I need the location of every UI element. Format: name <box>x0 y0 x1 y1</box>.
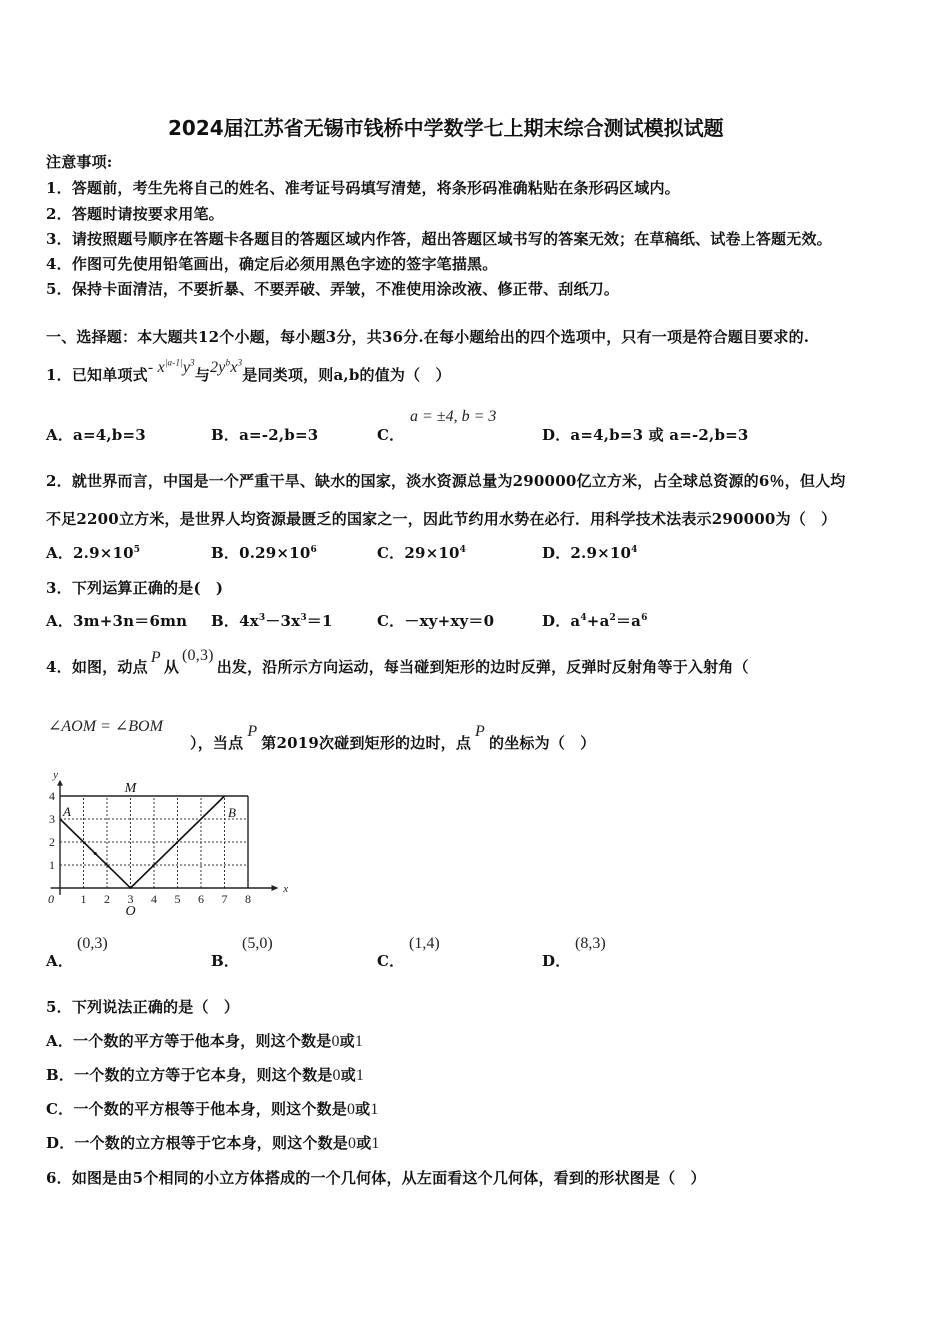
q4-option-c[interactable]: C． <box>377 952 405 970</box>
q4-option-b[interactable]: B． <box>211 952 240 970</box>
x-tick-label: 4 <box>151 892 157 906</box>
q6-stem: 6．如图是由5个相同的小立方体搭成的一个几何体，从左面看这个几何体，看到的形状图是（ ） <box>46 1169 706 1187</box>
x-tick-label: 6 <box>198 892 204 906</box>
q4-option-a-value: (0,3) <box>77 935 108 952</box>
q1-expr2: $2y^bx^3$ <box>210 357 243 376</box>
origin-label: 0 <box>48 892 54 906</box>
q4-option-d[interactable]: D． <box>542 952 571 970</box>
x-axis-label: x <box>283 883 289 895</box>
q2-option-c[interactable]: C．$29\times 10^4$ <box>377 544 467 562</box>
q3-stem: 3．下列运算正确的是( ) <box>46 579 224 597</box>
y-tick-label: 3 <box>49 812 55 826</box>
q4-option-c-value: (1,4) <box>409 935 440 952</box>
q3-option-a[interactable]: A．3m+3n＝6mn <box>46 612 188 630</box>
x-axis-arrow <box>272 885 279 891</box>
notice-item: 4．作图可先使用铅笔画出，确定后必须用黑色字迹的签字笔描黑。 <box>46 255 498 273</box>
q1-option-c-math: a = ±4, b = 3 <box>410 408 497 425</box>
q4-option-a[interactable]: A． <box>46 952 74 970</box>
q5-option-b[interactable]: B．一个数的立方等于它本身，则这个数是0或1 <box>46 1066 365 1084</box>
q1-mid: 与 <box>194 366 211 384</box>
q1-expr1: - $x^{|a-1|}y^3$ <box>147 357 195 376</box>
x-tick-label: 7 <box>221 892 228 906</box>
notice-item: 5．保持卡面清洁，不要折暴、不要弄破、弄皱，不准使用涂改液、修正带、刮纸刀。 <box>46 280 620 298</box>
q5-option-c[interactable]: C．一个数的平方根等于他本身，则这个数是0或1 <box>46 1100 379 1118</box>
q1-option-d[interactable]: D．a=4,b=3 或 a=-2,b=3 <box>542 426 749 444</box>
x-tick-label: 2 <box>104 892 110 906</box>
x-tick-label: 8 <box>245 892 251 906</box>
point-label-o: O <box>125 904 136 919</box>
q4-stem-line1: 4．如图，动点P从(0,3)出发，沿所示方向运动，每当碰到矩形的边时反弹，反弹时反射角等于入射角（ <box>46 647 749 676</box>
y-axis-arrow <box>57 780 63 786</box>
path-direction-marker <box>94 852 97 855</box>
q3-option-c[interactable]: C．－xy+xy＝0 <box>377 612 495 630</box>
y-tick-label: 4 <box>49 789 55 803</box>
q4-option-d-value: (8,3) <box>575 935 606 952</box>
q4-stem-line2: ），当点P第2019次碰到矩形的边时，点P的坐标为（ ） <box>190 723 596 752</box>
question-1 <box>46 357 451 385</box>
point-label-b: B <box>228 805 236 820</box>
notice-item: 2．答题时请按要求用笔。 <box>46 205 224 223</box>
y-tick-label: 1 <box>49 858 55 872</box>
q2-option-d[interactable]: D．$2.9\times 10^4$ <box>542 544 638 562</box>
q2-option-b[interactable]: B．$0.29\times 10^6$ <box>211 544 317 562</box>
q1-option-a[interactable]: A．a=4,b=3 <box>46 426 146 444</box>
notice-item: 1．答题前，考生先将自己的姓名、准考证号码填写清楚，将条形码准确粘贴在条形码区域内。 <box>46 179 680 197</box>
x-tick-label: 3 <box>127 892 134 906</box>
y-axis-label: y <box>53 768 58 781</box>
q2-line1: 2．就世界而言，中国是一个严重干旱、缺水的国家，淡水资源总量为290000亿立方米，占全球总资源的6％，但人均 <box>46 472 846 490</box>
q1-suffix: 是同类项，则a,b的值为（ ） <box>242 366 451 384</box>
section-heading: 一、选择题：本大题共12个小题，每小题3分，共36分.在每小题给出的四个选项中，只有一项是符合题目要求的. <box>46 328 810 346</box>
y-tick-label: 2 <box>49 835 55 849</box>
x-tick-label: 1 <box>80 892 87 906</box>
q3-option-d[interactable]: D．$a^4+a^2=a^6$ <box>542 612 648 630</box>
point-label-a: A <box>63 804 71 819</box>
q5-option-d[interactable]: D．一个数的立方根等于它本身，则这个数是0或1 <box>46 1134 380 1152</box>
q4-angle: ∠AOM = ∠BOM <box>48 718 163 735</box>
q1-option-b[interactable]: B．a=-2,b=3 <box>211 426 319 444</box>
q1-option-c-label[interactable]: C． <box>377 426 405 444</box>
page-title: 2024届江苏省无锡市钱桥中学数学七上期末综合测试模拟试题 <box>168 116 724 140</box>
notice-heading: 注意事项: <box>46 153 113 171</box>
q5-stem: 5．下列说法正确的是（ ） <box>46 998 240 1016</box>
notice-item: 3．请按照题号顺序在答题卡各题目的答题区域内作答，超出答题区域书写的答案无效；在草稿纸、试卷上答题无效。 <box>46 230 832 248</box>
q2-option-a[interactable]: A．$2.9\times 10^5$ <box>46 544 141 562</box>
x-tick-label: 5 <box>174 892 181 906</box>
q2-line2: 不足2200立方米，是世界人均资源最匮乏的国家之一，因此节约用水势在必行．用科学技术法表示290000为（ ） <box>46 510 837 528</box>
q1-prefix: 1．已知单项式 <box>46 366 148 384</box>
q4-option-b-value: (5,0) <box>242 935 273 952</box>
q3-option-b[interactable]: B．$4x^3-3x^3=1$ <box>211 612 333 630</box>
q4-coordinate-figure <box>40 768 289 920</box>
q5-option-a[interactable]: A．一个数的平方等于他本身，则这个数是0或1 <box>46 1032 364 1050</box>
point-label-m: M <box>124 781 137 796</box>
